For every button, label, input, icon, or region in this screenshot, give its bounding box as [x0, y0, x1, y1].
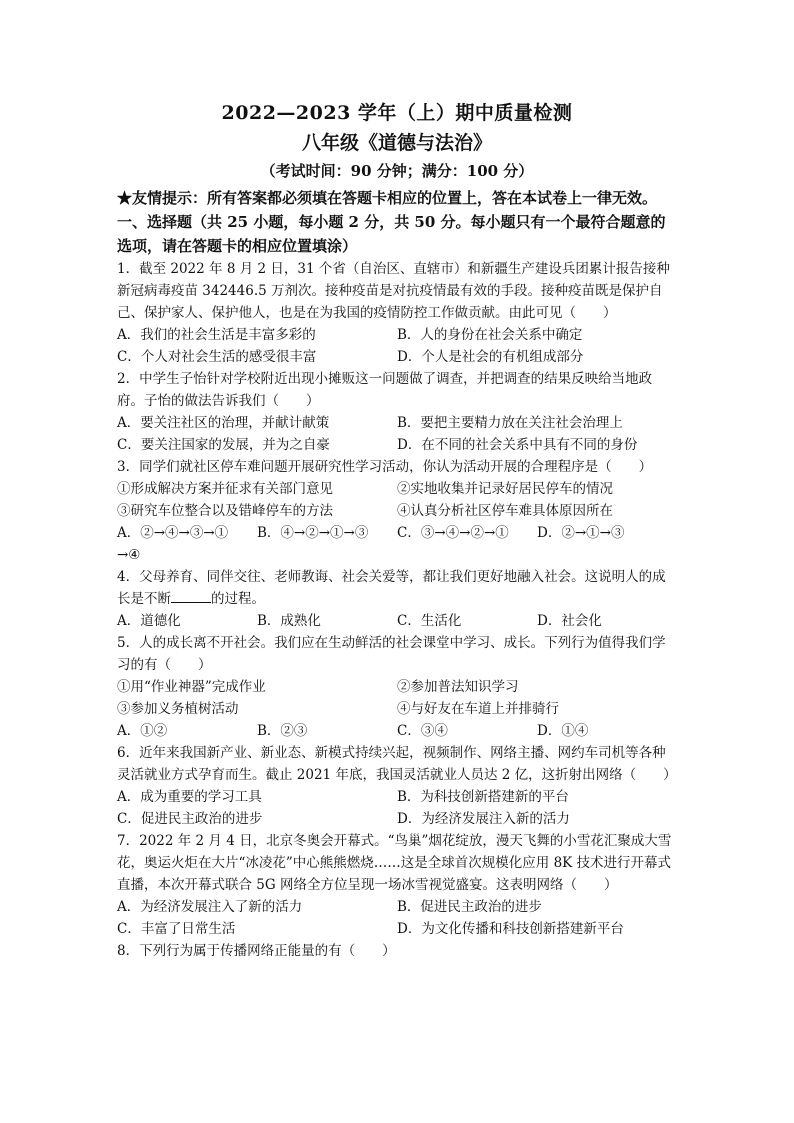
- statement-2: ②参加普法知识学习: [397, 679, 519, 695]
- option-d: D．在不同的社会关系中具有不同的身份: [397, 437, 638, 453]
- statement-1: ①用“作业神器”完成作业: [117, 679, 266, 695]
- question-stem: 1．截至 2022 年 8 月 2 日，31 个省（自治区、直辖市）和新疆生产建设兵团累计报告接种新冠病毒疫苗 342446.5 万剂次。接种疫苗是对抗疫情最有效的手段。接种疫苗既是保护自己、保护家人、保护他人，也是在为我国的疫情防控工作做贡献。由此可见（ ）: [117, 261, 670, 321]
- exam-info: （考试时间：90 分钟；满分：100 分）: [260, 162, 534, 180]
- option-a: A．我们的社会生活是丰富多彩的: [117, 327, 316, 343]
- statement-3: ③参加义务植树活动: [117, 701, 239, 717]
- answer-blank: [171, 588, 211, 603]
- option-a: A．要关注社区的治理，并献计献策: [117, 415, 330, 431]
- question-stem: 6．近年来我国新产业、新业态、新模式持续兴起，视频制作、网络主播、网约车司机等各种灵活就业方式孕育而生。截止 2021 年底，我国灵活就业人员达 2 亿，这折射出网络（ ）: [117, 745, 677, 783]
- option-c: C．生活化: [397, 613, 462, 629]
- option-b: B．人的身份在社会关系中确定: [397, 327, 583, 343]
- option-c: C．丰富了日常生活: [117, 921, 236, 937]
- option-b: B．②③: [257, 723, 308, 739]
- option-a: A．②→④→③→①: [117, 525, 229, 541]
- option-b: B．④→②→①→③: [257, 525, 369, 541]
- statement-4: ④认真分析社区停车难具体原因所在: [397, 503, 613, 519]
- statement-4: ④与好友在车道上并排骑行: [397, 701, 559, 717]
- question-7: [117, 830, 677, 940]
- question-stem: 8．下列行为属于传播网络正能量的有（ ）: [117, 943, 396, 959]
- question-1: [117, 258, 677, 368]
- option-d: D．为文化传播和科技创新搭建新平台: [397, 921, 624, 937]
- stem-after: 的过程。: [211, 591, 265, 607]
- question-stem: 7．2022 年 2 月 4 日，北京冬奥会开幕式。“鸟巢”烟花绽放，漫天飞舞的小雪花汇聚成大雪花，奥运火炬在大片“冰凌花”中心熊熊燃烧……这是全球首次规模化应用 8K 技术进行开幕式直播，本次开幕式联合 5G 网络全方位呈现一场冰雪视觉盛宴。这表明网络（ ）: [117, 833, 672, 893]
- statement-2: ②实地收集并记录好居民停车的情况: [397, 481, 613, 497]
- question-4: [117, 566, 677, 632]
- question-stem: [117, 566, 677, 610]
- option-b: B．促进民主政治的进步: [397, 899, 542, 915]
- option-d: D．社会化: [537, 613, 602, 629]
- option-a: A．为经济发展注入了新的活力: [117, 899, 303, 915]
- option-c: C．③④: [397, 723, 448, 739]
- option-c: C．促进民主政治的进步: [117, 811, 263, 827]
- option-b: B．成熟化: [257, 613, 321, 629]
- question-2: [117, 368, 677, 456]
- option-c: C．③→④→②→①: [397, 525, 509, 541]
- question-stem: 3．同学们就社区停车难问题开展研究性学习活动，你认为活动开展的合理程序是（ ）: [117, 459, 653, 475]
- option-b: B．为科技创新搭建新的平台: [397, 789, 569, 805]
- question-stem: 2．中学生子怡针对学校附近出现小摊贩这一问题做了调查，并把调查的结果反映给当地政府。子怡的做法告诉我们（ ）: [117, 371, 653, 409]
- option-b: B．要把主要精力放在关注社会治理上: [397, 415, 623, 431]
- stem-before: 4．父母养育、同伴交往、老师教诲、社会关爱等，都让我们更好地融入社会。这说明人的成长是不断: [117, 569, 666, 607]
- option-a: A．①②: [117, 723, 168, 739]
- option-c: C．个人对社会生活的感受很丰富: [117, 349, 317, 365]
- option-a: A．道德化: [117, 613, 181, 629]
- question-6: [117, 742, 677, 830]
- exam-body: [117, 186, 677, 962]
- question-8: [117, 940, 677, 962]
- option-d: D．个人是社会的有机组成部分: [397, 349, 584, 365]
- section-heading: 一、选择题（共 25 小题，每小题 2 分，共 50 分。每小题只有一个最符合题意的选项，请在答题卡的相应位置填涂）: [117, 213, 666, 255]
- option-d-continued: →④: [117, 547, 141, 563]
- statement-3: ③研究车位整合以及错峰停车的方法: [117, 503, 333, 519]
- friendly-tip: ★友情提示：所有答案都必须填在答题卡相应的位置上，答在本试卷上一律无效。: [117, 189, 658, 207]
- option-d: D．为经济发展注入新的活力: [397, 811, 570, 827]
- question-3: [117, 456, 677, 566]
- question-5: [117, 632, 677, 742]
- option-a: A．成为重要的学习工具: [117, 789, 262, 805]
- option-d: D．①④: [537, 723, 589, 739]
- exam-title: 2022—2023 学年（上）期中质量检测: [221, 102, 573, 124]
- exam-subject: 八年级《道德与法治》: [301, 132, 492, 154]
- option-d: D．②→①→③: [537, 525, 625, 541]
- option-c: C．要关注国家的发展，并为之自豪: [117, 437, 330, 453]
- statement-1: ①形成解决方案并征求有关部门意见: [117, 481, 333, 497]
- question-stem: 5．人的成长离不开社会。我们应在生动鲜活的社会课堂中学习、成长。下列行为值得我们学习的有（ ）: [117, 635, 666, 673]
